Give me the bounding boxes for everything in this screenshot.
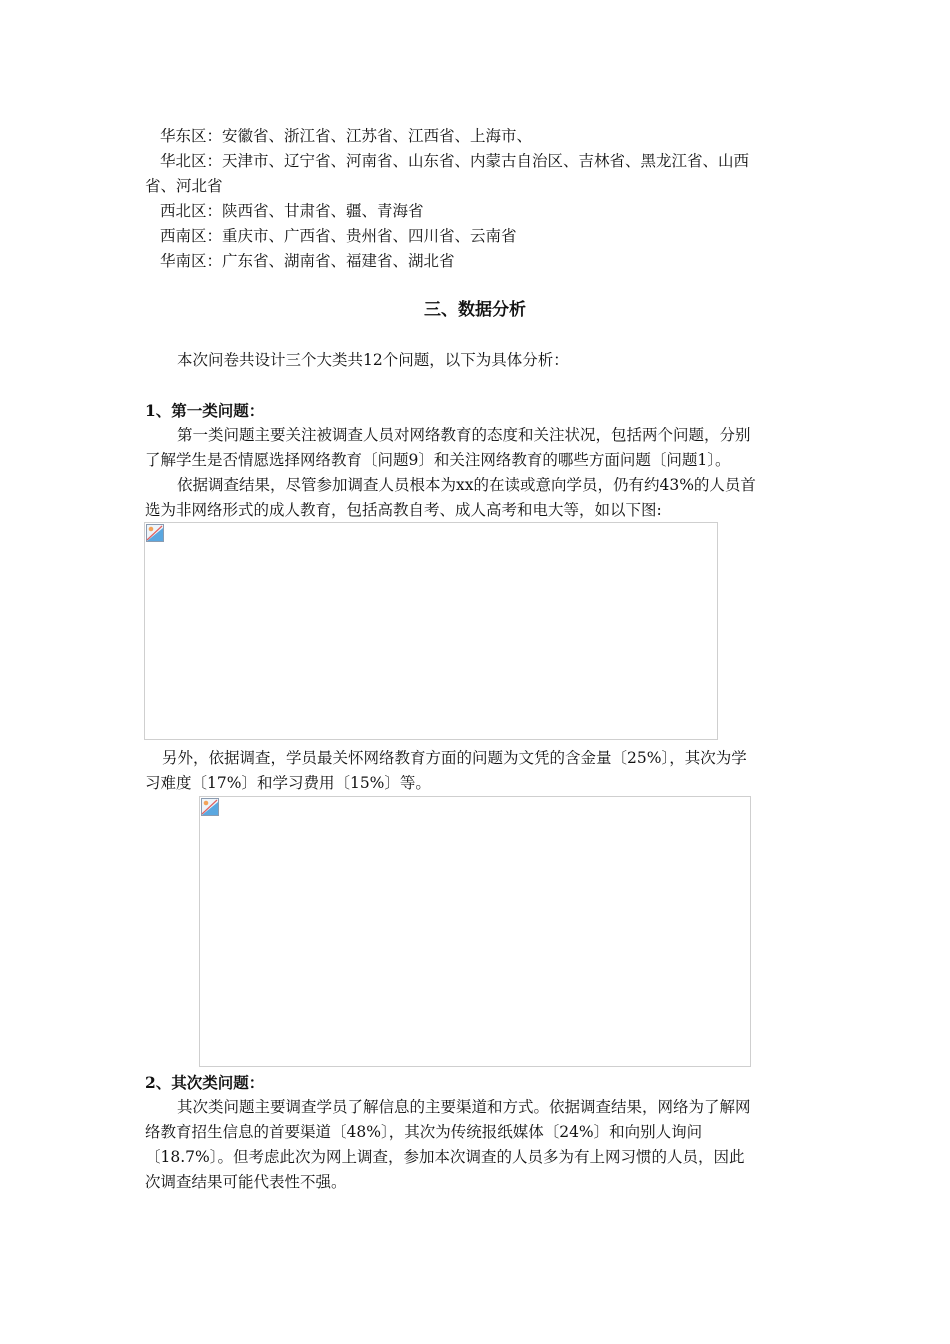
- chart-image-2: [199, 796, 751, 1067]
- broken-image-icon: [201, 798, 219, 816]
- part1-para1-line2: 了解学生是否情愿选择网络教育〔问题9〕和关注网络教育的哪些方面问题〔问题1〕。: [145, 451, 731, 469]
- part1-para2-line2: 选为非网络形式的成人教育，包括高教自考、成人高考和电大等，如以下图:: [145, 501, 662, 519]
- part2-para1-line2: 络教育招生信息的首要渠道〔48%〕，其次为传统报纸媒体〔24%〕和向别人询问: [145, 1123, 703, 1141]
- chart-image-1: [144, 522, 718, 740]
- region-north: 华北区：天津市、辽宁省、河南省、山东省、内蒙古自治区、吉林省、黑龙江省、山西: [160, 152, 750, 170]
- broken-image-icon: [146, 524, 164, 542]
- part2-para1-line4: 次调查结果可能代表性不强。: [145, 1173, 347, 1191]
- region-north-cont: 省、河北省: [145, 177, 223, 195]
- part2-heading: 2、其次类问题：: [145, 1073, 265, 1092]
- part1-para3-line2: 习难度〔17%〕和学习费用〔15%〕等。: [145, 774, 431, 792]
- part1-para3-line1: 另外，依据调查，学员最关怀网络教育方面的问题为文凭的含金量〔25%〕，其次为学: [162, 749, 747, 767]
- region-south: 华南区：广东省、湖南省、福建省、湖北省: [160, 252, 455, 270]
- part2-para1-line3: 〔18.7%〕。但考虑此次为网上调查，参加本次调查的人员多为有上网习惯的人员，因此: [145, 1148, 745, 1166]
- part1-heading: 1、第一类问题：: [145, 401, 265, 420]
- region-east: 华东区：安徽省、浙江省、江苏省、江西省、上海市、: [160, 127, 533, 145]
- region-southwest: 西南区：重庆市、广西省、贵州省、四川省、云南省: [160, 227, 517, 245]
- section-title: 三、数据分析: [424, 300, 526, 320]
- part2-para1-line1: 其次类问题主要调查学员了解信息的主要渠道和方式。依据调查结果，网络为了解网: [177, 1098, 751, 1116]
- part1-para2-line1: 依据调查结果，尽管参加调查人员根本为xx的在读或意向学员，仍有约43%的人员首: [177, 476, 756, 494]
- region-northwest: 西北区：陕西省、甘肃省、疆、青海省: [160, 202, 424, 220]
- part1-para1-line1: 第一类问题主要关注被调查人员对网络教育的态度和关注状况，包括两个问题，分别: [177, 426, 751, 444]
- intro-paragraph: 本次问卷共设计三个大类共12个问题，以下为具体分析：: [177, 351, 569, 369]
